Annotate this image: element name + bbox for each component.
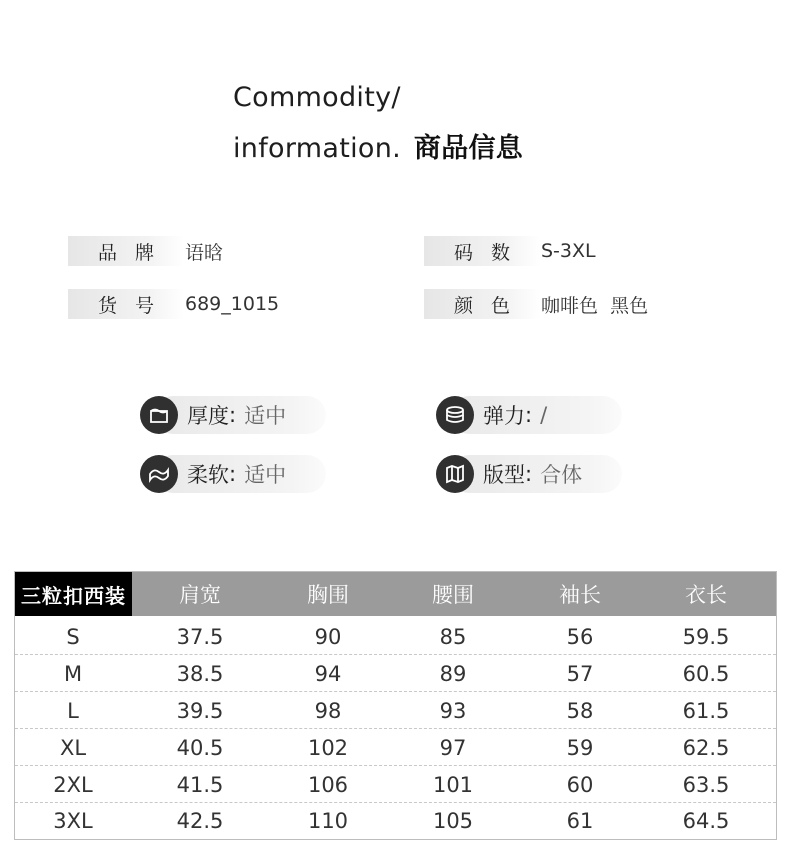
feature-elasticity-colon: : (525, 403, 533, 427)
size-table-corner: 三粒扣西装 (15, 572, 132, 616)
info-brand (68, 236, 223, 266)
info-color-value: 咖啡色 黑色 (541, 294, 649, 317)
heading-line-2 (233, 126, 527, 165)
info-size-range (424, 236, 596, 266)
column-header: 肩宽 (179, 583, 221, 607)
feature-pill (450, 455, 622, 493)
feature-pill (154, 455, 326, 493)
table-cell: 40.5 (176, 736, 224, 760)
stack-icon (436, 396, 474, 434)
table-row (15, 619, 776, 655)
feature-softness-name: 柔软 (187, 463, 229, 487)
table-cell: 38.5 (176, 662, 224, 686)
size-cell: XL (59, 736, 87, 760)
feature-fit (436, 454, 582, 494)
feature-thickness (140, 395, 286, 435)
feature-fit-name: 版型 (483, 463, 525, 487)
wave-fabric-icon (140, 455, 178, 493)
table-row (15, 730, 776, 766)
table-cell: 62.5 (682, 736, 730, 760)
info-item-no (68, 289, 279, 319)
size-cell: L (67, 699, 79, 723)
feature-elasticity (436, 395, 547, 435)
table-cell: 59 (566, 736, 594, 760)
size-table (14, 571, 777, 840)
table-cell: 57 (566, 662, 594, 686)
table-row (15, 693, 776, 729)
feature-softness (140, 454, 286, 494)
feature-fit-value: 合体 (540, 463, 583, 487)
info-item-no-label: 货号 (68, 289, 184, 319)
feature-softness-colon: : (229, 462, 237, 486)
heading-chinese: 商品信息 (410, 133, 527, 164)
table-cell: 64.5 (682, 809, 730, 833)
folded-map-icon (436, 455, 474, 493)
heading-english: information. (233, 133, 402, 164)
info-brand-value: 语晗 (185, 241, 224, 264)
table-cell: 39.5 (176, 699, 224, 723)
table-cell: 59.5 (682, 625, 730, 649)
info-color (424, 289, 648, 319)
column-header: 袖长 (559, 583, 601, 607)
table-cell: 60.5 (682, 662, 730, 686)
size-cell: 2XL (53, 773, 93, 797)
info-size-range-value: S-3XL (541, 240, 596, 262)
table-cell: 58 (566, 699, 594, 723)
table-row (15, 656, 776, 692)
table-cell: 93 (439, 699, 467, 723)
column-header: 腰围 (432, 583, 474, 607)
feature-thickness-value: 适中 (244, 404, 287, 428)
table-cell: 102 (307, 736, 349, 760)
feature-softness-value: 适中 (244, 463, 287, 487)
size-table-header (15, 572, 776, 616)
table-cell: 42.5 (176, 809, 224, 833)
table-cell: 61.5 (682, 699, 730, 723)
feature-thickness-colon: : (229, 403, 237, 427)
table-cell: 56 (566, 625, 594, 649)
feature-thickness-name: 厚度 (187, 404, 229, 428)
info-color-label: 颜色 (424, 289, 540, 319)
table-cell: 61 (566, 809, 594, 833)
column-header: 衣长 (685, 583, 727, 607)
table-row (15, 803, 776, 839)
table-cell: 97 (439, 736, 467, 760)
heading-line-1: Commodity/ (233, 82, 401, 113)
feature-pill (450, 396, 622, 434)
table-cell: 90 (314, 625, 342, 649)
feature-elasticity-value: / (540, 403, 548, 427)
table-cell: 41.5 (176, 773, 224, 797)
feature-elasticity-name: 弹力 (483, 404, 525, 428)
feature-pill (154, 396, 326, 434)
info-item-no-value: 689_1015 (185, 293, 280, 315)
size-cell: 3XL (53, 809, 93, 833)
table-cell: 101 (432, 773, 474, 797)
table-cell: 89 (439, 662, 467, 686)
table-cell: 110 (307, 809, 349, 833)
info-brand-label: 品牌 (68, 236, 184, 266)
feature-fit-colon: : (525, 462, 533, 486)
table-cell: 98 (314, 699, 342, 723)
size-cell: M (63, 662, 83, 686)
table-cell: 85 (439, 625, 467, 649)
table-cell: 106 (307, 773, 349, 797)
size-cell: S (66, 625, 80, 649)
table-cell: 94 (314, 662, 342, 686)
fabric-layer-icon (140, 396, 178, 434)
table-cell: 63.5 (682, 773, 730, 797)
table-row (15, 767, 776, 803)
table-cell: 37.5 (176, 625, 224, 649)
info-size-range-label: 码数 (424, 236, 540, 266)
column-header: 胸围 (307, 583, 349, 607)
table-cell: 60 (566, 773, 594, 797)
table-cell: 105 (432, 809, 474, 833)
